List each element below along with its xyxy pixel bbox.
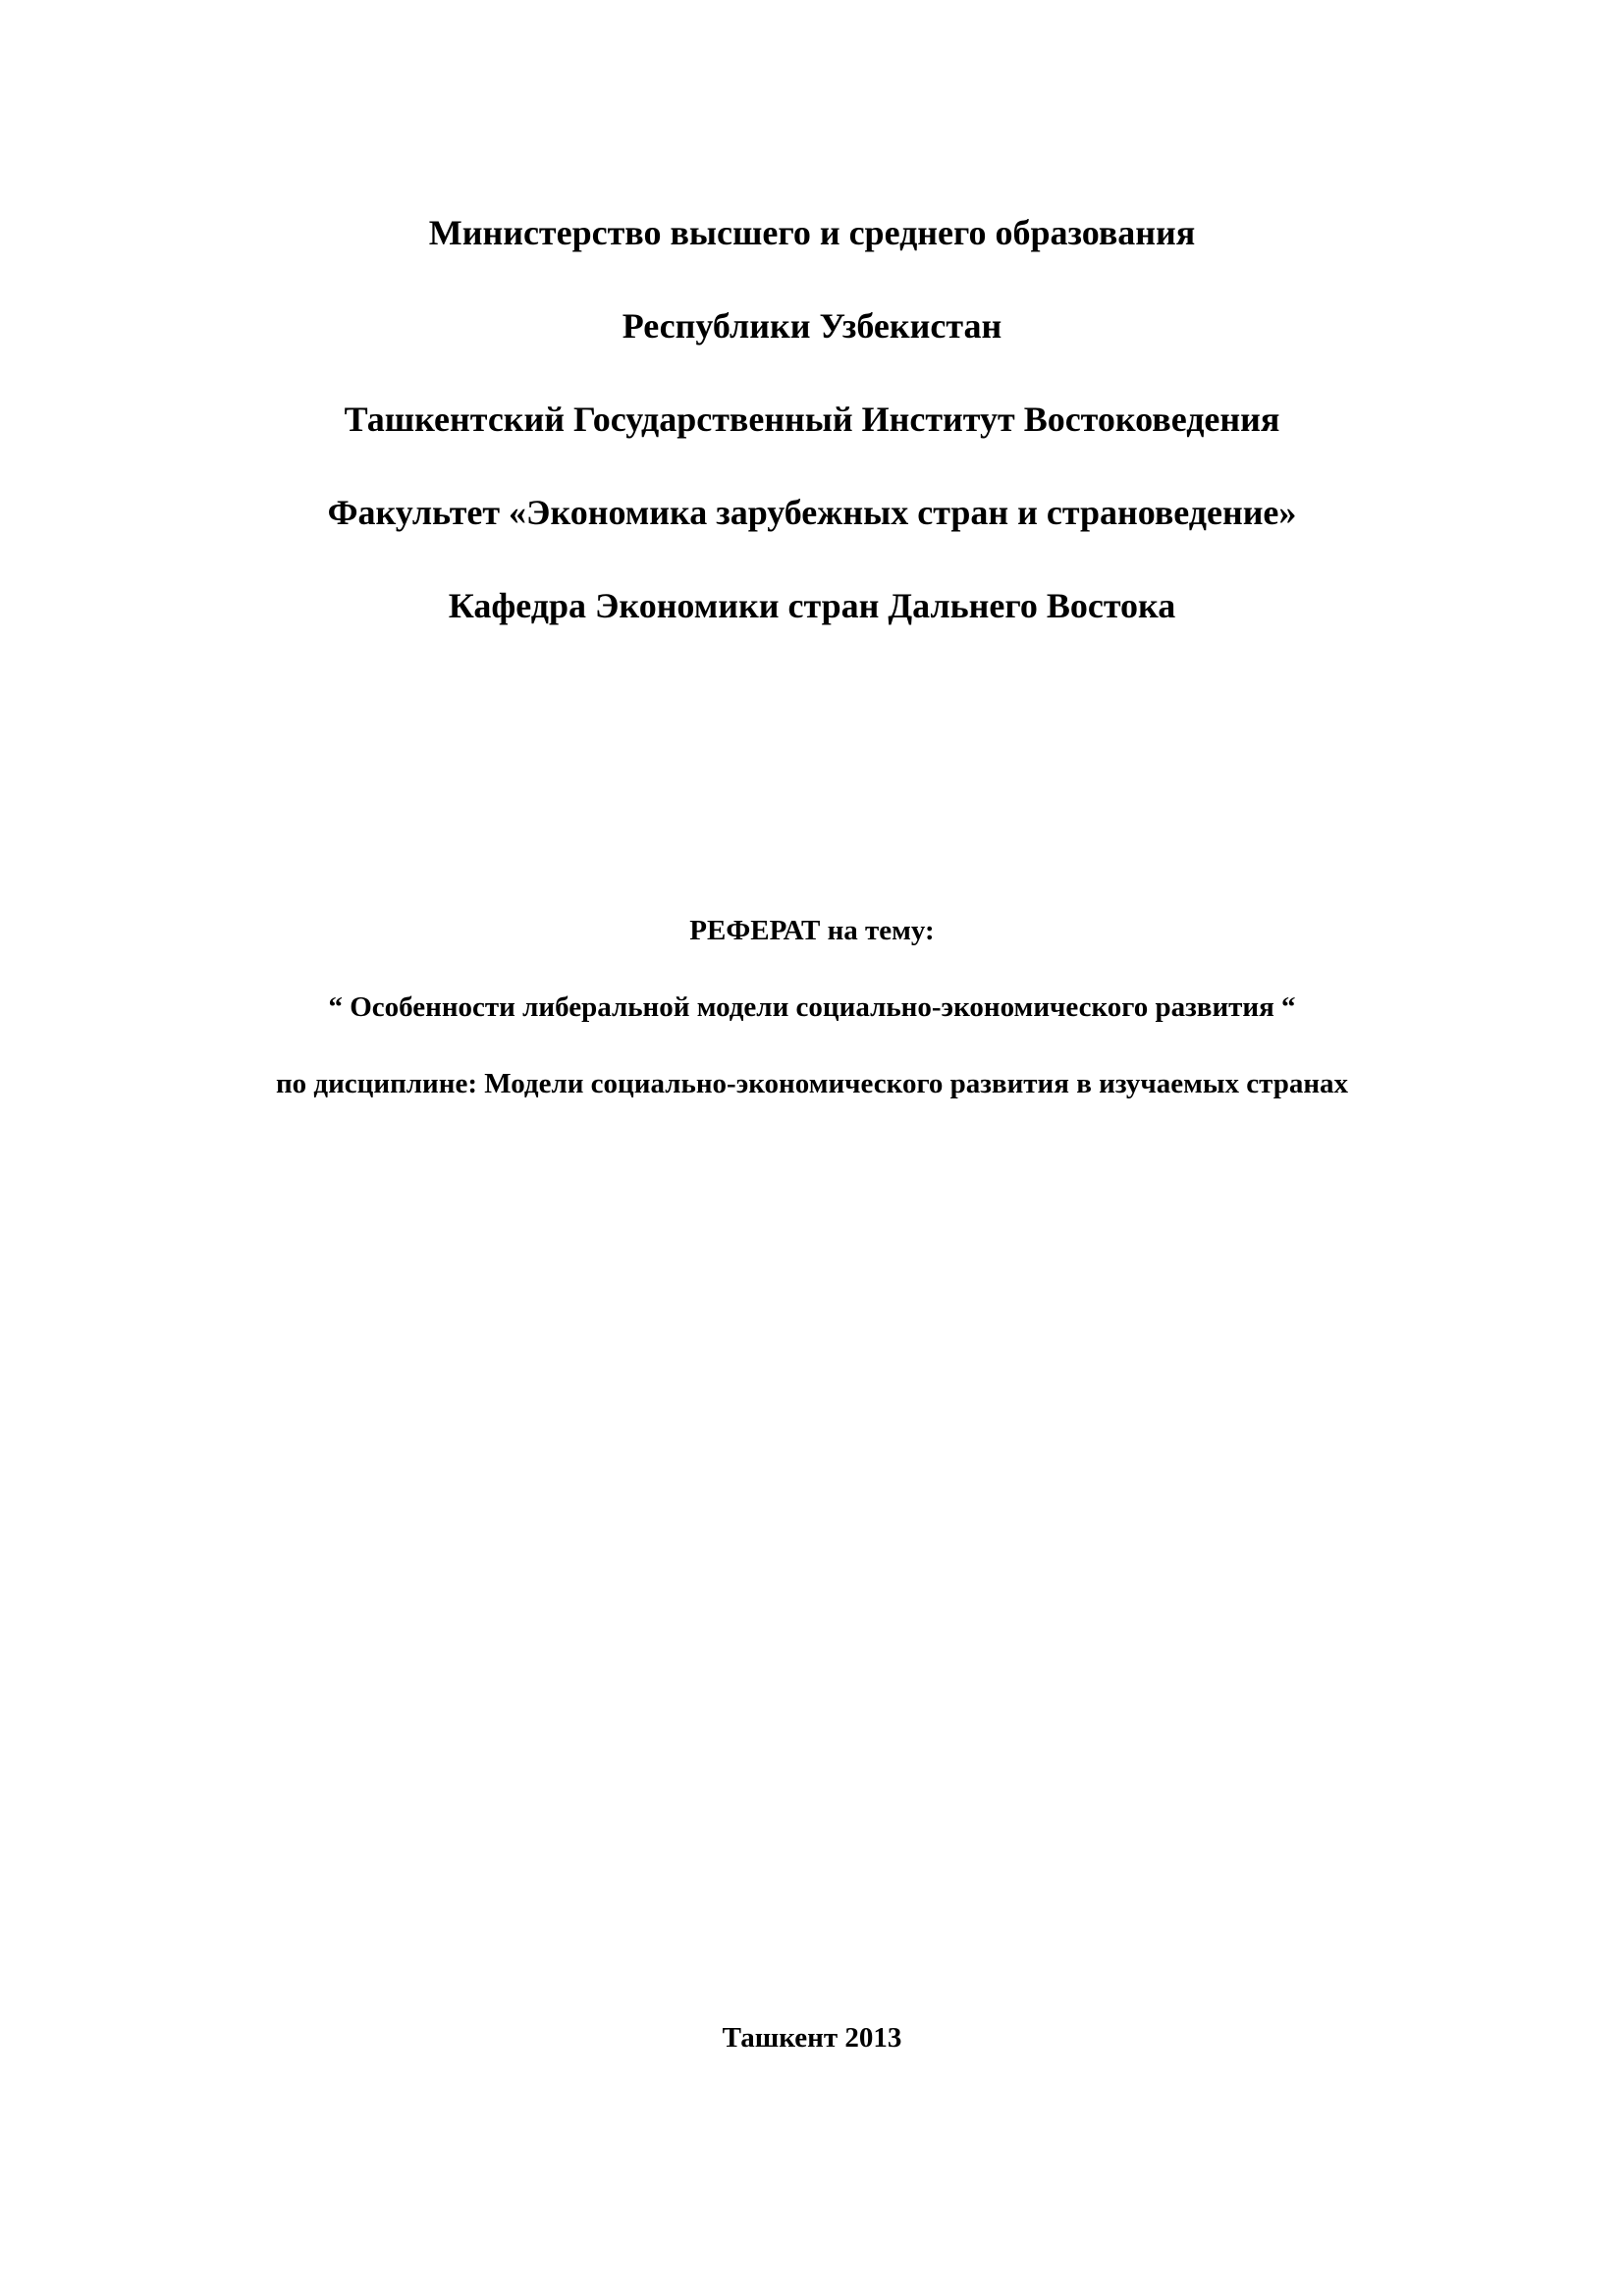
discipline-line: по дисциплине: Модели социально-экономического развития в изучаемых странах [275,1068,1349,1099]
department-name: Кафедра Экономики стран Дальнего Востока [448,586,1176,625]
city-year: Ташкент 2013 [722,2022,902,2054]
work-type-label: РЕФЕРАТ на тему: [689,915,935,946]
ministry-line-1: Министерство высшего и среднего образования [428,213,1196,252]
ministry-line-2: Республики Узбекистан [622,306,1002,346]
institute-name: Ташкентский Государственный Институт Востоковедения [344,400,1280,439]
work-topic: “ Особенности либеральной модели социально-экономического развития “ [328,991,1296,1023]
faculty-name: Факультет «Экономика зарубежных стран и страноведение» [327,493,1297,532]
